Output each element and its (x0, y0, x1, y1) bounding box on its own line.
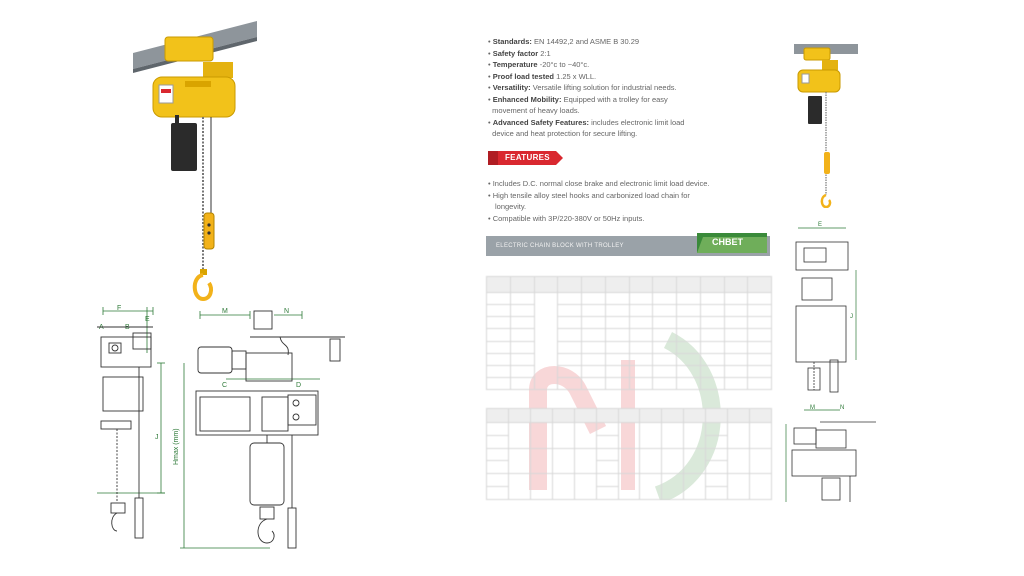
feature-list (488, 178, 788, 224)
svg-text:D: D (296, 382, 302, 389)
svg-text:Hmax (mm): Hmax (mm) (173, 428, 180, 465)
svg-text:C: C (222, 382, 228, 389)
hoist-photo-small (790, 40, 860, 208)
spec-line: • Standards: EN 14492,2 and ASME B 30.29 (488, 37, 640, 46)
spec-line: • Safety factor 2:1 (488, 48, 551, 58)
hoist-side-drawing (170, 303, 350, 553)
svg-text:A: A (99, 324, 104, 331)
spec-line: • Temperature -20°c to ~40°c. (488, 60, 590, 69)
svg-text:N: N (284, 308, 290, 315)
spec-table-2 (486, 408, 772, 500)
spec-table-1 (486, 276, 772, 390)
features-heading: FEATURES (505, 153, 550, 162)
model-tag: CHBET (712, 237, 743, 247)
spec-line: • Proof load tested 1.25 x WLL. (488, 71, 597, 81)
spec-line: movement of heavy loads. (492, 106, 580, 115)
hoist-photo (125, 15, 265, 305)
spec-list (488, 36, 788, 140)
spec-line: • Advanced Safety Features: includes electronic limit load (488, 117, 685, 127)
spec-line: • Enhanced Mobility: Equipped with a trolley for easy (488, 94, 668, 104)
feature-line: • Includes D.C. normal close brake and electronic limit load device. (488, 179, 710, 188)
hoist-side-drawing-small (780, 404, 880, 504)
spec-line: device and heat protection for secure lifting. (492, 129, 638, 138)
band-title: ELECTRIC CHAIN BLOCK WITH TROLLEY (496, 243, 624, 249)
feature-line: • High tensile alloy steel hooks and carbonized load chain for (488, 190, 690, 200)
svg-text:B: B (125, 324, 130, 331)
svg-text:M: M (810, 405, 815, 411)
svg-text:J: J (155, 434, 159, 441)
svg-text:N: N (840, 405, 845, 411)
svg-text:F: F (117, 305, 122, 312)
feature-line: • Compatible with 3P/220-380V or 50Hz inputs. (488, 213, 645, 223)
hoist-drawing-small (786, 220, 866, 400)
svg-text:E: E (145, 316, 150, 323)
svg-text:J: J (850, 314, 853, 320)
svg-text:E: E (818, 222, 823, 228)
svg-text:M: M (222, 308, 228, 315)
feature-line: longevity. (495, 202, 527, 211)
spec-line: • Versatility: Versatile lifting solution for industrial needs. (488, 83, 677, 92)
